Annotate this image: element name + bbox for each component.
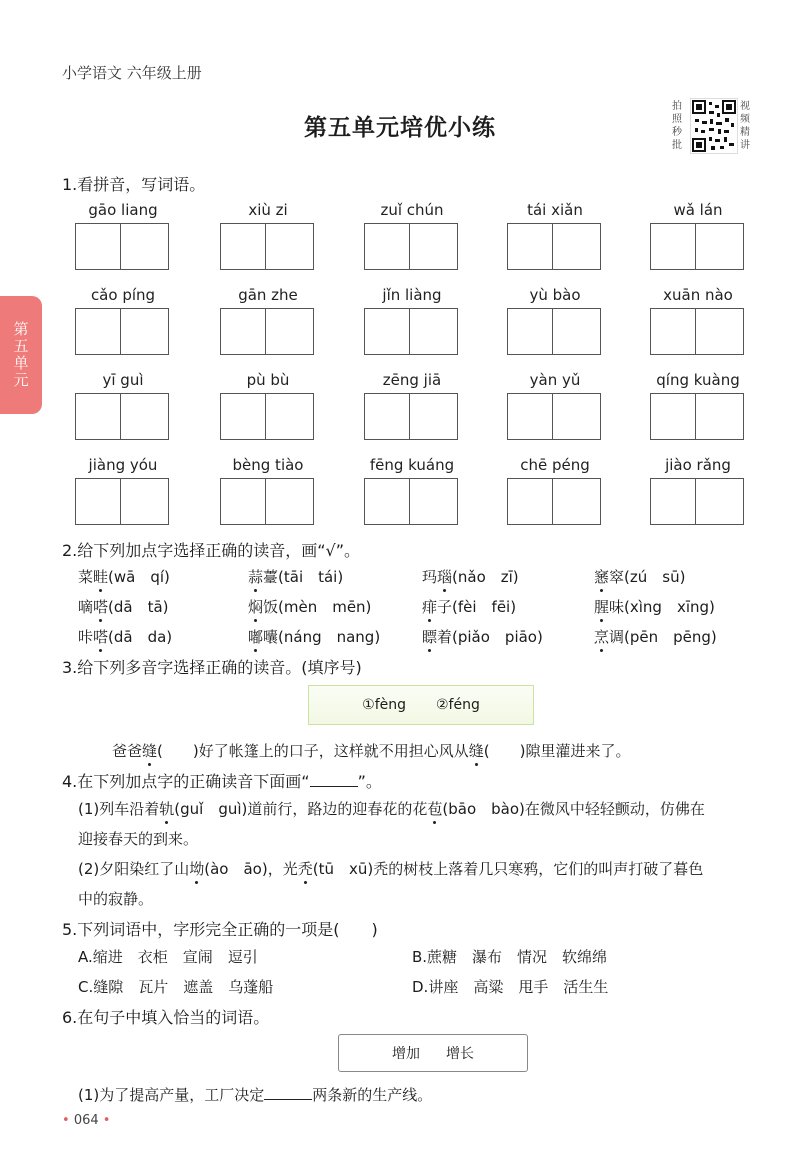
writing-boxes[interactable] — [364, 308, 460, 355]
pinyin-cell — [507, 370, 603, 440]
q5-title: 5.下列词语中，字形完全正确的一项是( ) — [62, 920, 378, 939]
writing-boxes[interactable] — [364, 223, 460, 270]
pinyin-text: zuǐ chún — [380, 201, 444, 219]
choice-item[interactable]: 焖饭(mèn mēn) — [248, 598, 372, 616]
pinyin-cell — [75, 200, 171, 270]
choice-item[interactable]: 烹调(pēn pēng) — [594, 628, 717, 646]
pinyin-text: chē péng — [520, 456, 590, 474]
pinyin-text: jǐn liàng — [382, 286, 442, 304]
pronunciation-options-box — [308, 685, 534, 725]
fill-blank[interactable] — [264, 1085, 312, 1100]
page-title: 第五单元培优小练 — [304, 115, 496, 141]
choice-item[interactable]: 腥味(xìng xīng) — [594, 598, 715, 616]
pinyin-text: cǎo píng — [90, 286, 156, 304]
page-header: 小学语文 六年级上册 — [62, 64, 202, 82]
q4-item-2-cont: 中的寂静。 — [78, 890, 154, 908]
writing-boxes[interactable] — [75, 478, 171, 525]
choice-row — [78, 596, 778, 620]
pinyin-text: yàn yǔ — [529, 371, 581, 389]
pinyin-text: gān zhe — [238, 286, 298, 304]
choice-item[interactable]: 窸窣(zú sū) — [594, 568, 686, 586]
pinyin-grid — [75, 200, 755, 540]
pinyin-cell — [650, 285, 746, 355]
writing-boxes[interactable] — [364, 478, 460, 525]
writing-boxes[interactable] — [220, 308, 316, 355]
pinyin-text: yù bào — [529, 286, 581, 304]
pinyin-cell — [364, 370, 460, 440]
q4-item-2[interactable]: (2)夕阳染红了山坳(ào āo)，光秃(tū xū)秃的树枝上落着几只寒鸦，它们的叫声打破了暮色 — [78, 860, 704, 878]
writing-boxes[interactable] — [507, 223, 603, 270]
pinyin-text: tái xiǎn — [527, 201, 583, 219]
pinyin-row — [75, 370, 755, 455]
pinyin-text: fēng kuáng — [369, 456, 455, 474]
pinyin-text: bèng tiào — [232, 456, 304, 474]
pinyin-cell — [507, 285, 603, 355]
writing-boxes[interactable] — [75, 393, 171, 440]
choice-row — [78, 626, 778, 650]
qr-code-icon[interactable] — [690, 98, 738, 154]
writing-boxes[interactable] — [650, 223, 746, 270]
choice-item[interactable]: 瞟着(piǎo piāo) — [422, 628, 543, 646]
underline-blank — [310, 772, 358, 787]
pinyin-cell — [75, 285, 171, 355]
choice-item[interactable]: 痱子(fèi fēi) — [422, 598, 517, 616]
pinyin-text: pù bù — [246, 371, 290, 389]
q5-option-c[interactable]: C.缝隙 瓦片 遮盖 乌蓬船 — [78, 978, 274, 996]
pinyin-cell — [364, 455, 460, 525]
choice-item[interactable]: 蒜薹(tāi tái) — [248, 568, 344, 586]
word-option-1: 增加 — [392, 1046, 420, 1062]
pinyin-cell — [507, 455, 603, 525]
pinyin-row — [75, 285, 755, 370]
pinyin-text: gāo liang — [88, 201, 158, 219]
pinyin-text: wǎ lán — [673, 201, 723, 219]
pinyin-cell — [364, 285, 460, 355]
pinyin-cell — [75, 455, 171, 525]
pinyin-text: jiào rǎng — [665, 456, 731, 474]
qr-right-label: 视频精讲 — [740, 101, 750, 151]
q2-title: 2.给下列加点字选择正确的读音，画“√”。 — [62, 541, 361, 560]
q5-option-b[interactable]: B.蔗糖 瀑布 情况 软绵绵 — [412, 948, 608, 966]
choice-item[interactable]: 菜畦(wā qí) — [78, 568, 170, 586]
word-bank-box — [338, 1034, 528, 1072]
pinyin-cell — [507, 200, 603, 270]
writing-boxes[interactable] — [650, 308, 746, 355]
writing-boxes[interactable] — [650, 393, 746, 440]
pinyin-cell — [220, 285, 316, 355]
page-number: • 064 • — [62, 1113, 111, 1128]
pinyin-text: yī guì — [102, 371, 144, 389]
qr-left-label: 拍照秒批 — [672, 101, 682, 151]
q5-option-d[interactable]: D.讲座 高粱 甩手 活生生 — [412, 978, 609, 996]
pinyin-cell — [220, 370, 316, 440]
q4-item-1[interactable]: (1)列车沿着轨(guǐ guì)道前行，路边的迎春花的花苞(bāo bào)在微风中轻轻颤动，仿佛在 — [78, 800, 705, 818]
pinyin-cell — [650, 200, 746, 270]
pinyin-text: xiù zi — [248, 201, 288, 219]
q3-sentence[interactable]: 爸爸缝( )好了帐篷上的口子，这样就不用担心风从缝( )隙里灌进来了。 — [112, 742, 631, 760]
writing-boxes[interactable] — [220, 223, 316, 270]
q6-sentence-1[interactable]: (1)为了提高产量，工厂决定 两条新的生产线。 — [78, 1086, 433, 1104]
q3-title: 3.给下列多音字选择正确的读音。(填序号) — [62, 658, 362, 677]
option-1: ①fèng — [362, 697, 406, 713]
pinyin-cell — [650, 370, 746, 440]
option-2: ②féng — [436, 697, 480, 713]
qr-block[interactable] — [672, 98, 752, 156]
choice-item[interactable]: 咔嗒(dā da) — [78, 628, 173, 646]
q4-item-1-cont: 迎接春天的到来。 — [78, 830, 199, 848]
writing-boxes[interactable] — [364, 393, 460, 440]
q1-title: 1.看拼音，写词语。 — [62, 175, 206, 194]
word-option-2: 增长 — [446, 1046, 474, 1062]
writing-boxes[interactable] — [650, 478, 746, 525]
pinyin-row — [75, 455, 755, 540]
unit-side-tab — [0, 296, 42, 414]
pinyin-text: qíng kuàng — [656, 371, 740, 389]
choice-item[interactable]: 嘀嗒(dā tā) — [78, 598, 169, 616]
writing-boxes[interactable] — [220, 478, 316, 525]
writing-boxes[interactable] — [220, 393, 316, 440]
q5-option-a[interactable]: A.缩进 衣柜 宣闹 逗引 — [78, 948, 258, 966]
pinyin-text: zēng jiā — [382, 371, 442, 389]
q4-title: 4.在下列加点字的正确读音下面画“ ”。 — [62, 772, 382, 791]
pinyin-cell — [650, 455, 746, 525]
pinyin-cell — [364, 200, 460, 270]
writing-boxes[interactable] — [507, 478, 603, 525]
pinyin-text: jiàng yóu — [88, 456, 158, 474]
writing-boxes[interactable] — [75, 223, 171, 270]
writing-boxes[interactable] — [507, 308, 603, 355]
unit-side-tab-label: 第五单元 — [13, 320, 29, 389]
writing-boxes[interactable] — [507, 393, 603, 440]
writing-boxes[interactable] — [75, 308, 171, 355]
pinyin-row — [75, 200, 755, 285]
choice-item[interactable]: 嘟囔(náng nang) — [248, 628, 381, 646]
pinyin-cell — [220, 200, 316, 270]
pinyin-text: xuān nào — [663, 286, 733, 304]
q6-title: 6.在句子中填入恰当的词语。 — [62, 1008, 270, 1027]
choice-row — [78, 566, 778, 590]
choice-item[interactable]: 玛瑙(nǎo zī) — [422, 568, 519, 586]
pinyin-cell — [220, 455, 316, 525]
pinyin-cell — [75, 370, 171, 440]
